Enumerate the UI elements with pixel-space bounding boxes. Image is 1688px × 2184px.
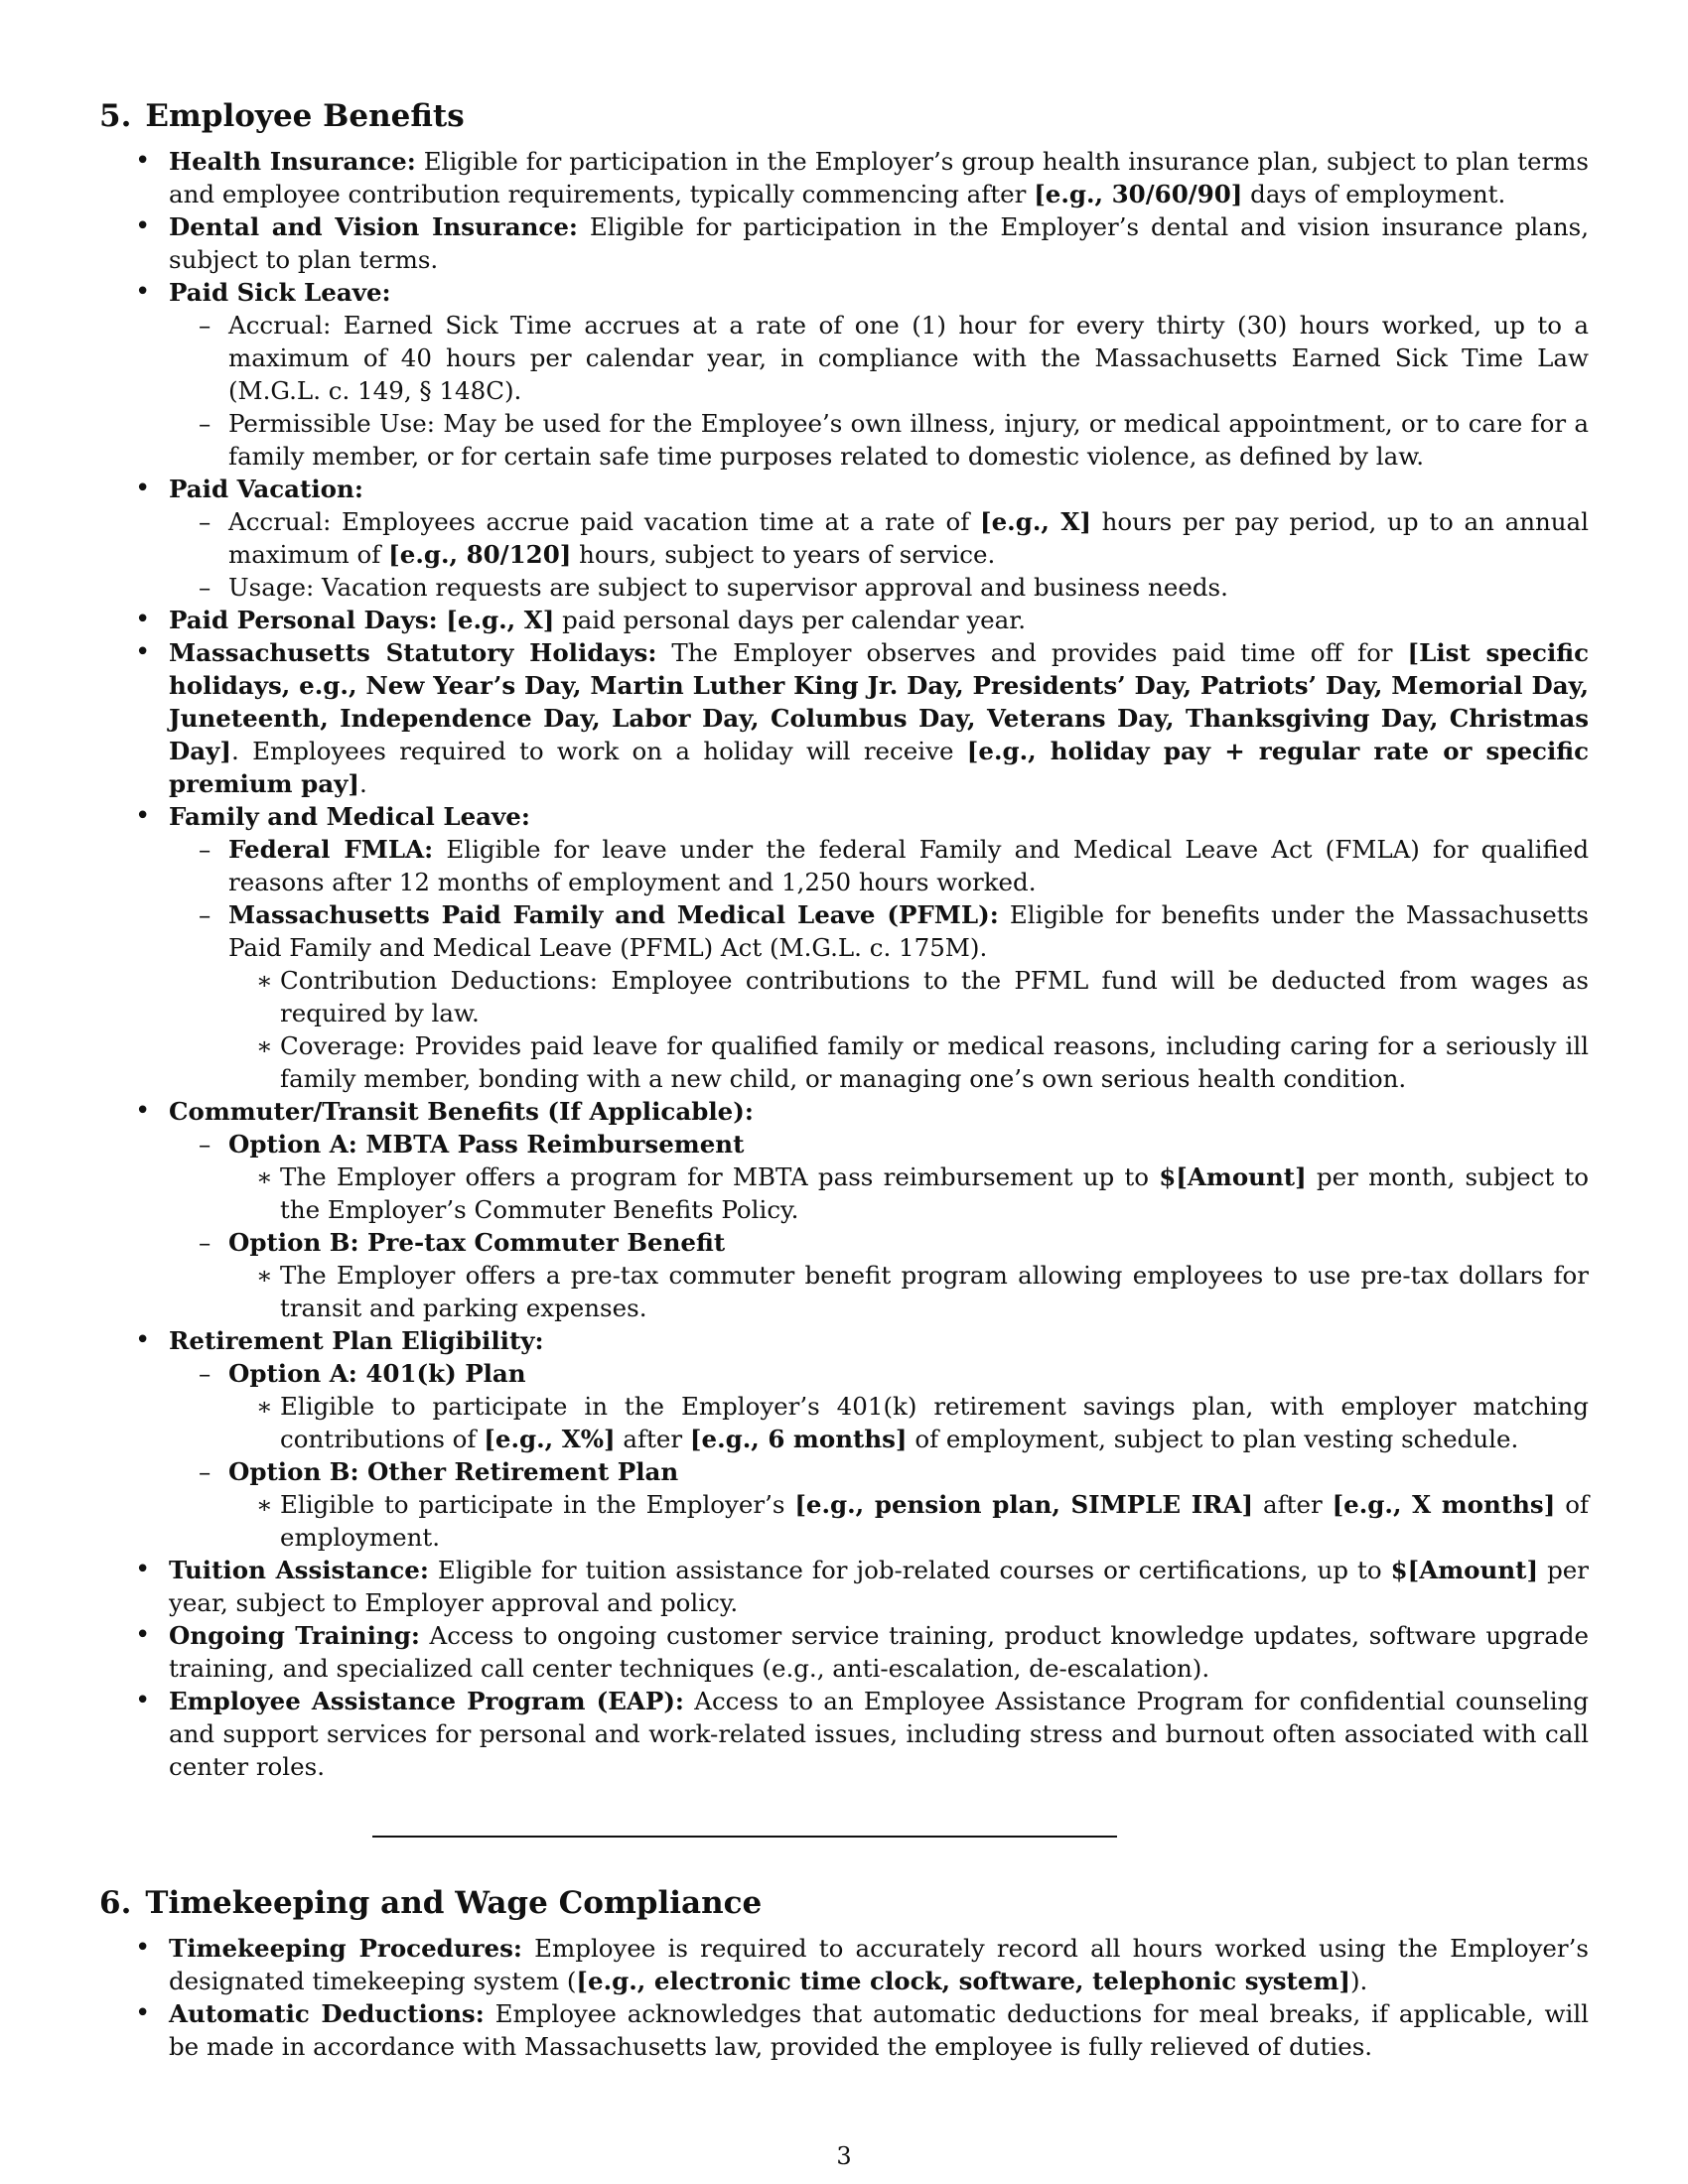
document-page <box>99 95 1589 1783</box>
sublist-item: – Accrual: Employees accrue paid vacation time at a rate of [e.g., X] hours per pay period, up to an annual maximum of [e.g., 80/120] hours, subject to years of service. <box>169 505 1589 571</box>
list-item-vacation <box>99 473 1589 604</box>
item-label: Paid Sick Leave: <box>169 278 391 307</box>
section-divider <box>372 1836 1117 1838</box>
sublist-item: – Usage: Vacation requests are subject to supervisor approval and business needs. <box>169 571 1589 604</box>
list-item-deductions: • Automatic Deductions: Employee acknowledges that automatic deductions for meal breaks, if applicable, will be made in accordance with Massachusetts law, provided the employee is fully relieved of duties. <box>99 1997 1589 2063</box>
sub-sublist <box>228 1259 1589 1324</box>
sub-sublist-item: ∗ The Employer offers a pre-tax commuter benefit program allowing employees to use pre-tax dollars for transit and parking expenses. <box>228 1259 1589 1324</box>
sublist-item: – Option B: Other Retirement Plan ∗ Eligible to participate in the Employer’s [e.g., pension plan, SIMPLE IRA] after [e.g., X months] of employment. <box>169 1455 1589 1554</box>
sublist <box>169 1128 1589 1324</box>
sublist-item: – Permissible Use: May be used for the Employee’s own illness, injury, or medical appointment, or to care for a family member, or for certain safe time purposes related to domestic violence, as defined by law. <box>169 407 1589 473</box>
sublist-item: – Option B: Pre-tax Commuter Benefit ∗ The Employer offers a pre-tax commuter benefit program allowing employees to use pre-tax dollars for transit and parking expenses. <box>169 1226 1589 1324</box>
item-label: Paid Vacation: <box>169 475 363 503</box>
page-number: 3 <box>836 2142 852 2170</box>
item-label: Automatic Deductions: <box>169 1999 485 2028</box>
item-label: Retirement Plan Eligibility: <box>169 1326 544 1355</box>
item-label: Health Insurance: <box>169 147 416 176</box>
section-title: Employee Benefits <box>145 98 465 134</box>
list-item-sick-leave <box>99 276 1589 473</box>
list-item-commuter <box>99 1095 1589 1324</box>
list-item-training: • Ongoing Training: Access to ongoing customer service training, product knowledge updates, software upgrade training, and specialized call center techniques (e.g., anti-escalation, de-escalation). <box>99 1619 1589 1685</box>
sublist-item: – Option A: 401(k) Plan ∗ Eligible to participate in the Employer’s 401(k) retirement savings plan, with employer matching contributions of [e.g., X%] after [e.g., 6 months] of employment, subject to plan vesting schedule. <box>169 1357 1589 1455</box>
sublist <box>169 833 1589 1095</box>
list-item-holidays: • Massachusetts Statutory Holidays: The Employer observes and provides paid time off for [List specific holidays, e.g., New Year’s Day, Martin Luther King Jr. Day, Presidents’ Day, Patriots’ Day, Memorial Day, Juneteenth, Independence Day, Labor Day, Columbus Day, Veterans Day, Thanksgiving Day, Christmas Day]. Employees required to work on a holiday will receive [e.g., holiday pay + regular rate or specific premium pay]. <box>99 636 1589 800</box>
item-label: Dental and Vision Insurance: <box>169 212 578 241</box>
list-item-tuition: • Tuition Assistance: Eligible for tuition assistance for job-related courses or certifications, up to $[Amount] per year, subject to Employer approval and policy. <box>99 1554 1589 1619</box>
sub-sublist <box>228 1390 1589 1455</box>
item-label: Tuition Assistance: <box>169 1556 429 1584</box>
sublist <box>169 1357 1589 1554</box>
benefits-list <box>99 145 1589 1783</box>
sub-sublist-item: ∗ The Employer offers a program for MBTA pass reimbursement up to $[Amount] per month, subject to the Employer’s Commuter Benefits Policy. <box>228 1160 1589 1226</box>
section-title: Timekeeping and Wage Compliance <box>145 1885 763 1921</box>
list-item-dental: • Dental and Vision Insurance: Eligible for participation in the Employer’s dental and vision insurance plans, subject to plan terms. <box>99 210 1589 276</box>
item-label: Ongoing Training: <box>169 1621 420 1650</box>
item-label: Employee Assistance Program (EAP): <box>169 1687 684 1715</box>
sub-sublist <box>228 964 1589 1095</box>
sub-sublist-item: ∗ Coverage: Provides paid leave for qualified family or medical reasons, including caring for a seriously ill family member, bonding with a new child, or managing one’s own serious health condition. <box>228 1029 1589 1095</box>
list-item-health: • Health Insurance: Eligible for participation in the Employer’s group health insurance plan, subject to plan terms and employee contribution requirements, typically commencing after [e.g., 30/60/90] days of employment. <box>99 145 1589 210</box>
document-page-section-6 <box>99 1882 1589 2063</box>
timekeeping-list <box>99 1932 1589 2063</box>
section-number: 6. <box>99 1885 132 1921</box>
section-5-heading <box>99 95 1589 137</box>
sub-sublist-item: ∗ Eligible to participate in the Employer’s 401(k) retirement savings plan, with employer matching contributions of [e.g., X%] after [e.g., 6 months] of employment, subject to plan vesting schedule. <box>228 1390 1589 1455</box>
list-item-personal-days: • Paid Personal Days: [e.g., X] paid personal days per calendar year. <box>99 604 1589 636</box>
sub-sublist <box>228 1488 1589 1554</box>
sublist-item: – Massachusetts Paid Family and Medical Leave (PFML): Eligible for benefits under the Massachusetts Paid Family and Medical Leave (PFML) Act (M.G.L. c. 175M). ∗ Contribution Deductions: Employee contributions to the PFML fund will be deducted from wages as required by law. ∗ Coverage: Provides paid leave for qualified family or medical reasons, including caring for a seriously ill family member, bonding with a new child, or managing one’s own serious health condition. <box>169 898 1589 1095</box>
list-item-timekeeping: • Timekeeping Procedures: Employee is required to accurately record all hours worked using the Employer’s designated timekeeping system ([e.g., electronic time clock, software, telephonic system]). <box>99 1932 1589 1997</box>
item-label: Family and Medical Leave: <box>169 802 530 831</box>
sublist-item: – Federal FMLA: Eligible for leave under the federal Family and Medical Leave Act (FMLA) for qualified reasons after 12 months of employment and 1,250 hours worked. <box>169 833 1589 898</box>
item-label: Timekeeping Procedures: <box>169 1934 522 1963</box>
sublist-item: – Option A: MBTA Pass Reimbursement ∗ The Employer offers a program for MBTA pass reimbursement up to $[Amount] per month, subject to the Employer’s Commuter Benefits Policy. <box>169 1128 1589 1226</box>
item-label: Massachusetts Statutory Holidays: <box>169 638 657 667</box>
sublist <box>169 309 1589 473</box>
item-label: Paid Personal Days: <box>169 606 438 634</box>
sub-sublist <box>228 1160 1589 1226</box>
section-number: 5. <box>99 98 132 134</box>
sublist <box>169 505 1589 604</box>
item-label: Commuter/Transit Benefits (If Applicable): <box>169 1097 754 1126</box>
list-item-retirement <box>99 1324 1589 1554</box>
section-6-heading <box>99 1882 1589 1924</box>
list-item-family-medical-leave <box>99 800 1589 1095</box>
list-item-eap: • Employee Assistance Program (EAP): Access to an Employee Assistance Program for confidential counseling and support services for personal and work-related issues, including stress and burnout often associated with call center roles. <box>99 1685 1589 1783</box>
sublist-item: – Accrual: Earned Sick Time accrues at a rate of one (1) hour for every thirty (30) hours worked, up to a maximum of 40 hours per calendar year, in compliance with the Massachusetts Earned Sick Time Law (M.G.L. c. 149, § 148C). <box>169 309 1589 407</box>
sub-sublist-item: ∗ Contribution Deductions: Employee contributions to the PFML fund will be deducted from wages as required by law. <box>228 964 1589 1029</box>
sub-sublist-item: ∗ Eligible to participate in the Employer’s [e.g., pension plan, SIMPLE IRA] after [e.g., X months] of employment. <box>228 1488 1589 1554</box>
